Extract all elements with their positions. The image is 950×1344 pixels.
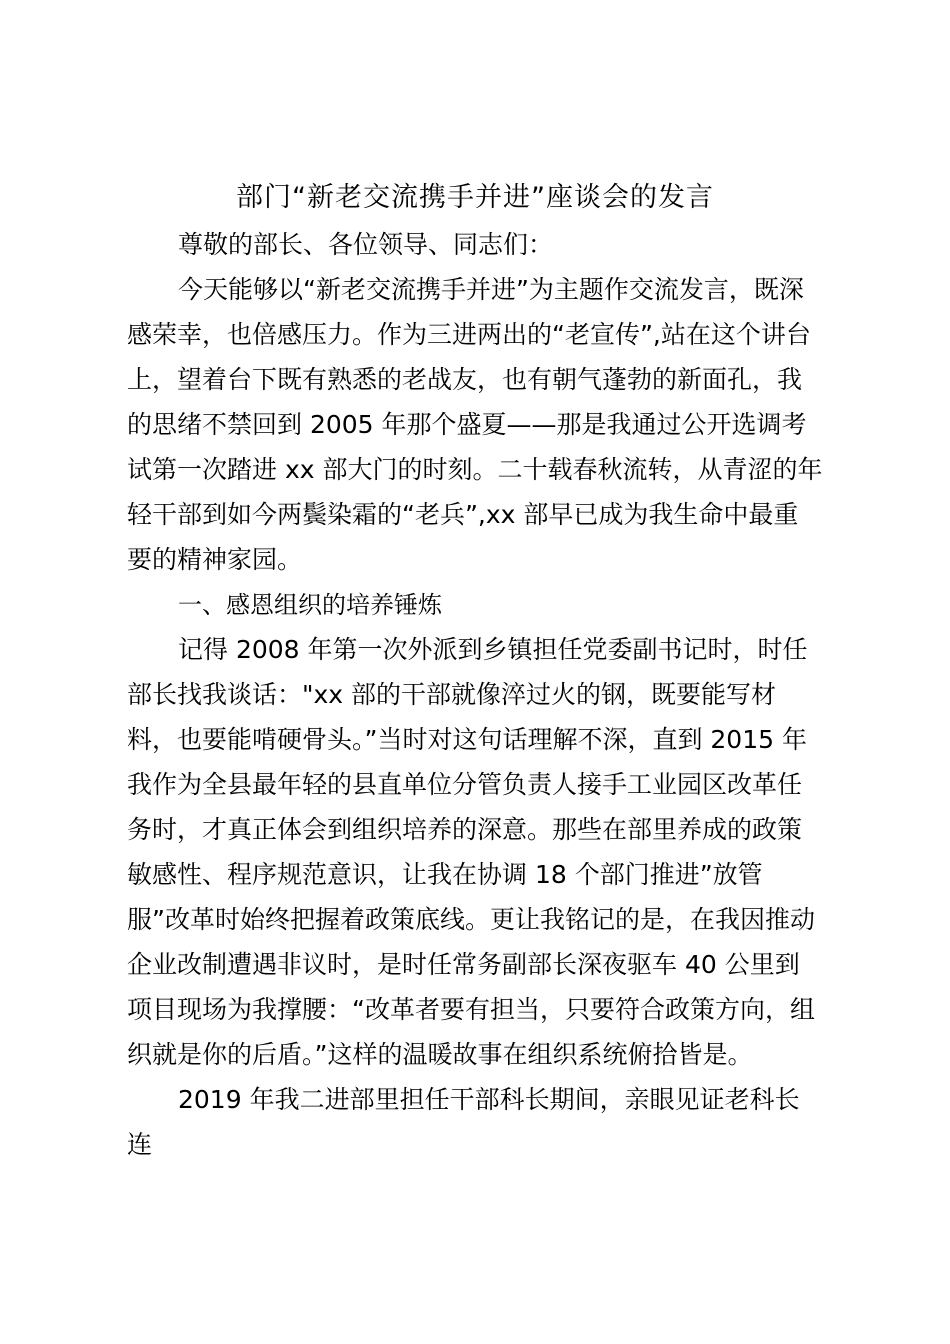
paragraph-line: 试第一次踏进 xx 部大门的时刻。二十载春秋流转，从青涩的年: [127, 455, 823, 484]
paragraph-line: 轻干部到如今两鬓染霜的“老兵”,xx 部早已成为我生命中最重: [127, 500, 799, 529]
paragraph-line: 我作为全县最年轻的县直单位分管负责人接手工业园区改革任: [127, 770, 803, 799]
section-heading: 一、感恩组织的培养锤炼: [178, 591, 442, 619]
paragraph-line: 要的精神家园。: [127, 545, 303, 574]
paragraph-line: 2019 年我二进部里担任干部科长期间，亲眼见证老科长: [178, 1085, 800, 1114]
paragraph-line: 感荣幸，也倍感压力。作为三进两出的“老宣传”,站在这个讲台: [127, 320, 811, 349]
paragraph-line: 连: [127, 1130, 153, 1159]
paragraph-line: 项目现场为我撑腰：“改革者要有担当，只要符合政策方向，组: [127, 995, 815, 1024]
paragraph-line: 企业改制遭遇非议时，是时任常务副部长深夜驱车 40 公里到: [127, 950, 800, 979]
salutation: 尊敬的部长、各位领导、同志们：: [178, 230, 554, 259]
paragraph-line: 服”改革时始终把握着政策底线。更让我铭记的是，在我因推动: [127, 905, 815, 934]
paragraph-line: 敏感性、程序规范意识，让我在协调 18 个部门推进”放管: [127, 860, 763, 889]
paragraph-line: 今天能够以“新老交流携手并进”为主题作交流发言，既深: [178, 275, 804, 304]
paragraph-line: 记得 2008 年第一次外派到乡镇担任党委副书记时，时任: [178, 635, 808, 664]
paragraph-line: 织就是你的后盾。”这样的温暖故事在组织系统俯拾皆是。: [127, 1040, 753, 1069]
paragraph-line: 上，望着台下既有熟悉的老战友，也有朝气蓬勃的新面孔，我: [127, 365, 803, 394]
paragraph-line: 的思绪不禁回到 2005 年那个盛夏——那是我通过公开选调考: [127, 410, 807, 439]
paragraph-line: 务时，才真正体会到组织培养的深意。那些在部里养成的政策: [127, 815, 803, 844]
document-title: 部门“新老交流携手并进”座谈会的发言: [236, 182, 714, 213]
paragraph-line: 料，也要能啃硬骨头。”当时对这句话理解不深，直到 2015 年: [127, 725, 807, 754]
paragraph-line: 部长找我谈话："xx 部的干部就像淬过火的钢，既要能写材: [127, 680, 777, 709]
